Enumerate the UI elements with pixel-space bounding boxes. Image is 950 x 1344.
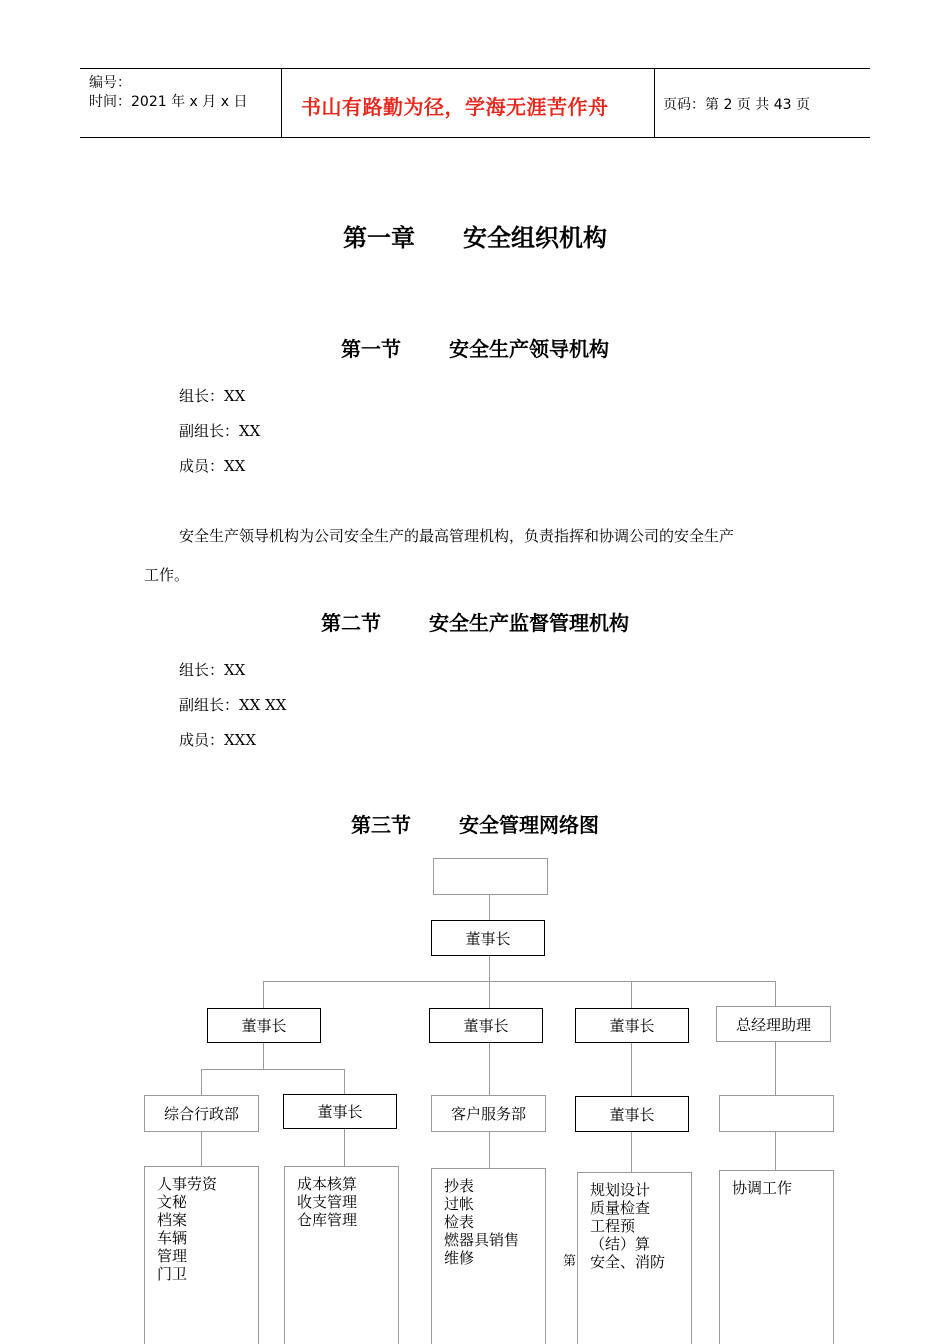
- section3-number: 第三节: [351, 813, 411, 837]
- section1-members: 成员：XX: [179, 457, 246, 475]
- connector: [775, 1042, 776, 1095]
- connector: [344, 1129, 345, 1166]
- connector: [775, 981, 776, 1006]
- duty-item: 协调工作: [732, 1179, 793, 1197]
- duty-item: 维修: [444, 1249, 475, 1267]
- duty-item: 收支管理: [297, 1193, 358, 1211]
- duty-item: 过帐: [444, 1195, 475, 1213]
- number-label: 编号：: [89, 75, 131, 91]
- section3-title: 安全管理网络图: [459, 813, 599, 837]
- org-level2-box: 董事长: [429, 1008, 543, 1043]
- duty-item: 文秘: [157, 1193, 188, 1211]
- stray-text: 第: [563, 1254, 577, 1269]
- connector: [201, 1069, 344, 1070]
- duty-item: （结）算: [590, 1235, 651, 1253]
- org-duty-box: [284, 1166, 399, 1344]
- org-level2-box: 总经理助理: [716, 1006, 831, 1042]
- chapter-number: 第一章: [343, 224, 415, 252]
- duty-item: 人事劳资: [157, 1175, 218, 1193]
- duty-item: 仓库管理: [297, 1211, 358, 1229]
- section3-heading: [0, 809, 950, 838]
- duty-item: 车辆: [157, 1229, 188, 1247]
- section1-paragraph: [144, 517, 824, 555]
- page-number-label: 页码：第 2 页 共 43 页: [663, 97, 810, 113]
- duty-item: 门卫: [157, 1265, 188, 1283]
- motto: 书山有路勤为径，学海无涯苦作舟: [301, 95, 609, 119]
- duty-item: 检表: [444, 1213, 475, 1231]
- connector: [489, 1043, 490, 1095]
- org-level3-box: 综合行政部: [144, 1095, 259, 1132]
- connector: [263, 1043, 264, 1069]
- chapter-title: [0, 218, 950, 253]
- org-duty-box: [577, 1172, 692, 1344]
- paragraph-line-2: 工作。: [144, 566, 190, 584]
- paragraph-line-1: 安全生产领导机构为公司安全生产的最高管理机构，负责指挥和协调公司的安全生产: [179, 527, 735, 545]
- section1-leader: 组长：XX: [179, 387, 246, 405]
- chapter-name: 安全组织机构: [463, 224, 607, 252]
- connector: [631, 1132, 632, 1172]
- org-level3-box: [719, 1095, 834, 1132]
- connector: [201, 1132, 202, 1166]
- connector: [631, 981, 632, 1008]
- connector: [489, 895, 490, 920]
- header-motto-cell: [281, 69, 655, 137]
- org-duty-box: [144, 1166, 259, 1344]
- org-level3-box: 董事长: [283, 1094, 397, 1129]
- section2-heading: [0, 607, 950, 636]
- org-duty-box: [719, 1170, 834, 1344]
- section2-members: 成员：XXX: [179, 731, 257, 749]
- connector: [263, 981, 775, 982]
- duty-item: 燃器具销售: [444, 1231, 520, 1249]
- duty-item: 档案: [157, 1211, 188, 1229]
- section1-heading: [0, 333, 950, 362]
- connector: [489, 1132, 490, 1168]
- org-level2-box: 董事长: [207, 1008, 321, 1043]
- section2-deputy: 副组长：XX XX: [179, 696, 287, 714]
- header-meta-cell: [80, 69, 282, 137]
- section1-number: 第一节: [341, 337, 401, 361]
- duty-item: 安全、消防: [590, 1253, 666, 1271]
- duty-item: 抄表: [444, 1177, 475, 1195]
- duty-item: 质量检查: [590, 1199, 651, 1217]
- section1-title: 安全生产领导机构: [449, 337, 609, 361]
- connector: [489, 956, 490, 1008]
- connector: [263, 981, 264, 1008]
- connector: [631, 1043, 632, 1096]
- duty-item: 成本核算: [297, 1175, 358, 1193]
- org-level3-box: 董事长: [575, 1096, 689, 1132]
- connector: [201, 1069, 202, 1095]
- duty-item: 规划设计: [590, 1181, 651, 1199]
- duty-item: 管理: [157, 1247, 188, 1265]
- page-header: [80, 68, 870, 138]
- time-label: 时间：2021 年 x 月 x 日: [89, 94, 248, 110]
- section2-leader: 组长：XX: [179, 661, 246, 679]
- connector: [775, 1132, 776, 1170]
- connector: [344, 1069, 345, 1094]
- org-duty-box: [431, 1168, 546, 1344]
- section2-title: 安全生产监督管理机构: [429, 611, 629, 635]
- org-level2-box: 董事长: [575, 1008, 689, 1043]
- section2-number: 第二节: [321, 611, 381, 635]
- section1-deputy: 副组长：XX: [179, 422, 261, 440]
- org-chairman-box: 董事长: [431, 920, 545, 956]
- duty-item: 工程预: [590, 1217, 636, 1235]
- org-top-empty-box: [433, 858, 548, 895]
- org-level3-box: 客户服务部: [431, 1095, 546, 1132]
